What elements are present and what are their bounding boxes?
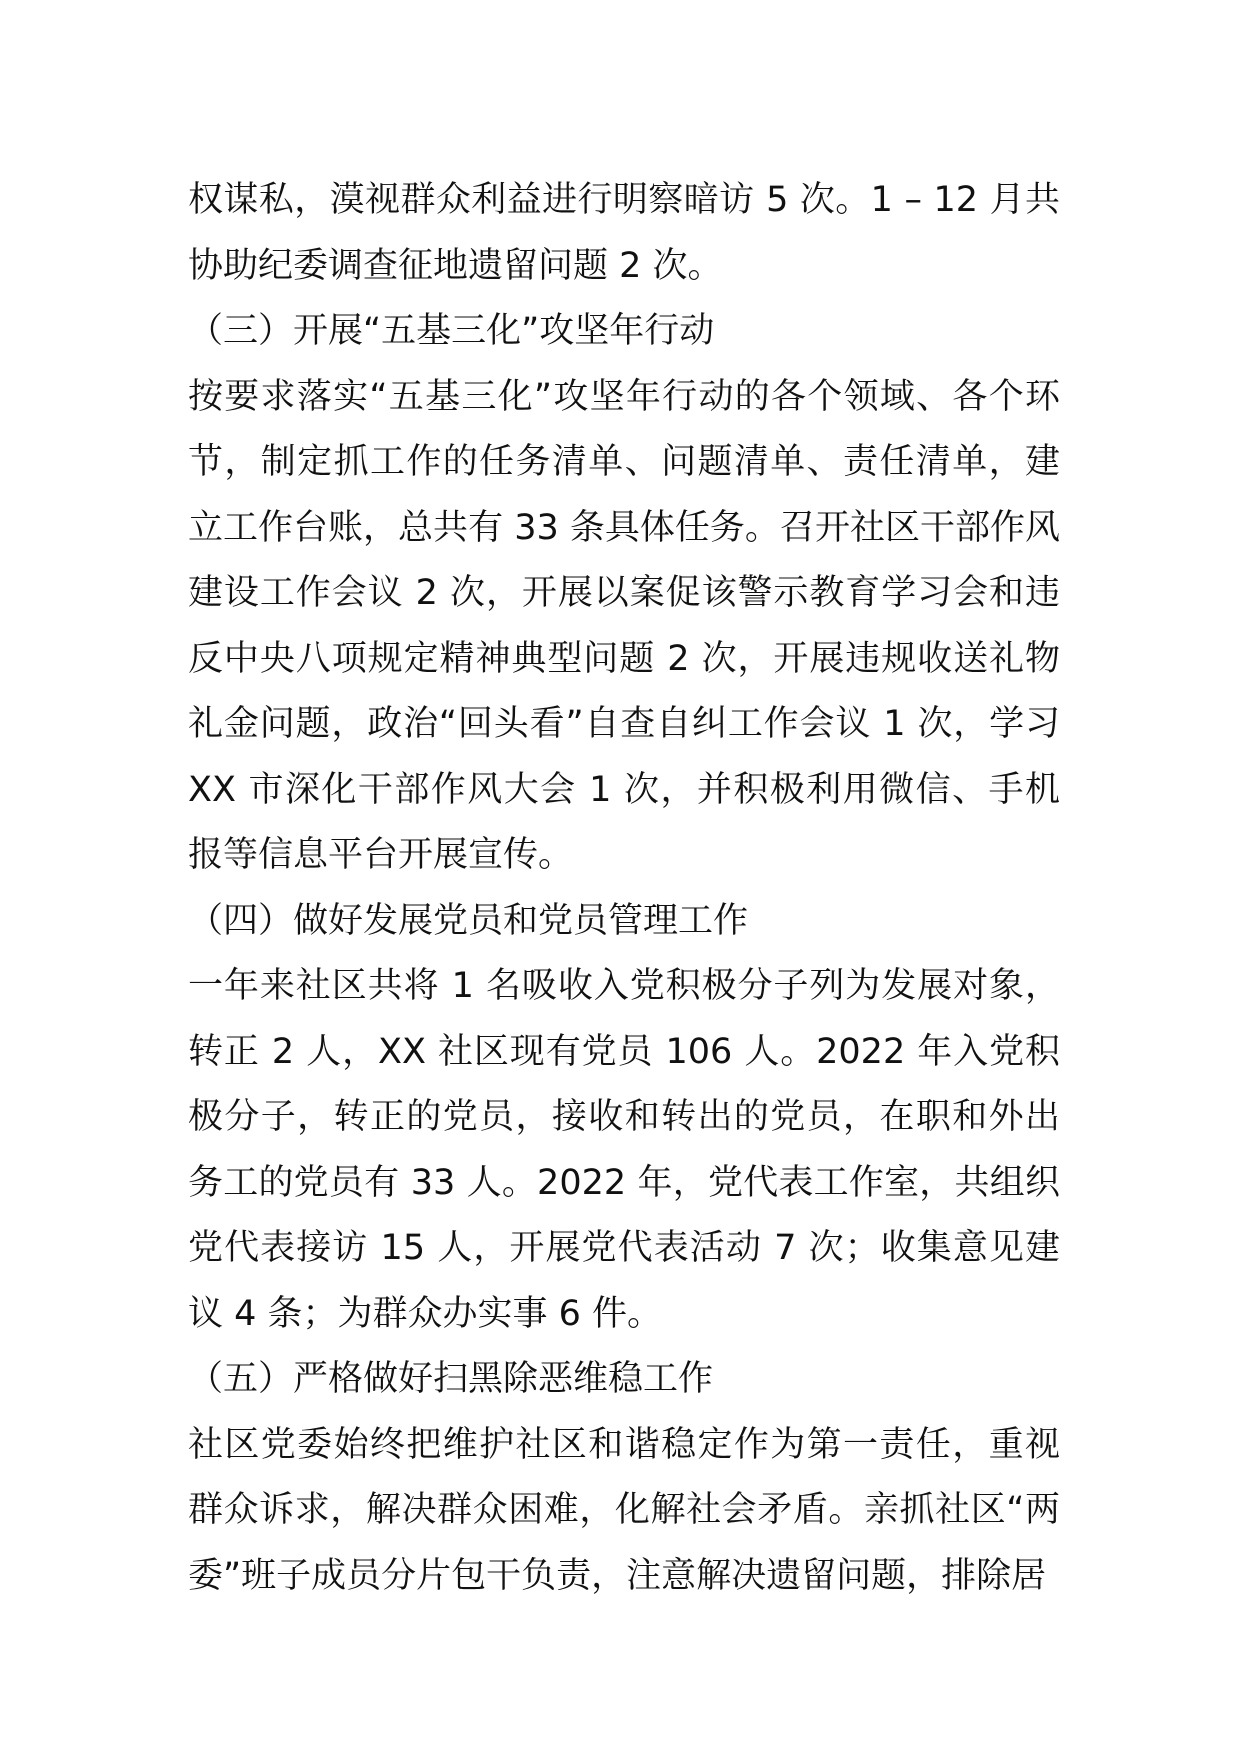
body-paragraph: 一年来社区共将 1 名吸收入党积极分子列为发展对象，转正 2 人，XX 社区现有党员 106 人。2022 年入党积极分子，转正的党员，接收和转出的党员，在职和外出务工的党员有 33 人。2022 年，党代表工作室，共组织党代表接访 15 人，开展党代表活动 7 次；收集意见建议 4 条；为群众办实事 6 件。 bbox=[188, 966, 1060, 1334]
body-paragraph: 社区党委始终把维护社区和谐稳定作为第一责任，重视群众诉求，解决群众困难，化解社会矛盾。亲抓社区“两委”班子成员分片包干负责，注意解决遗留问题，排除居 bbox=[188, 1424, 1060, 1596]
document-body bbox=[188, 168, 1060, 1609]
section-heading-5: （五）严格做好扫黑除恶维稳工作 bbox=[188, 1359, 714, 1399]
section-heading-3: （三）开展“五基三化”攻坚年行动 bbox=[188, 311, 715, 351]
body-paragraph: 按要求落实“五基三化”攻坚年行动的各个领域、各个环节，制定抓工作的任务清单、问题清单、责任清单，建立工作台账，总共有 33 条具体任务。召开社区干部作风建设工作会议 2 次，开展以案促该警示教育学习会和违反中央八项规定精神典型问题 2 次，开展违规收送礼物礼金问题，政治“回头看”自查自纠工作会议 1 次，学习 XX 市深化干部作风大会 1 次，并积极利用微信、手机报等信息平台开展宣传。 bbox=[188, 376, 1060, 875]
body-paragraph: 权谋私，漠视群众利益进行明察暗访 5 次。1 – 12 月共协助纪委调查征地遗留问题 2 次。 bbox=[188, 180, 1060, 286]
section-heading-4: （四）做好发展党员和党员管理工作 bbox=[188, 900, 749, 941]
